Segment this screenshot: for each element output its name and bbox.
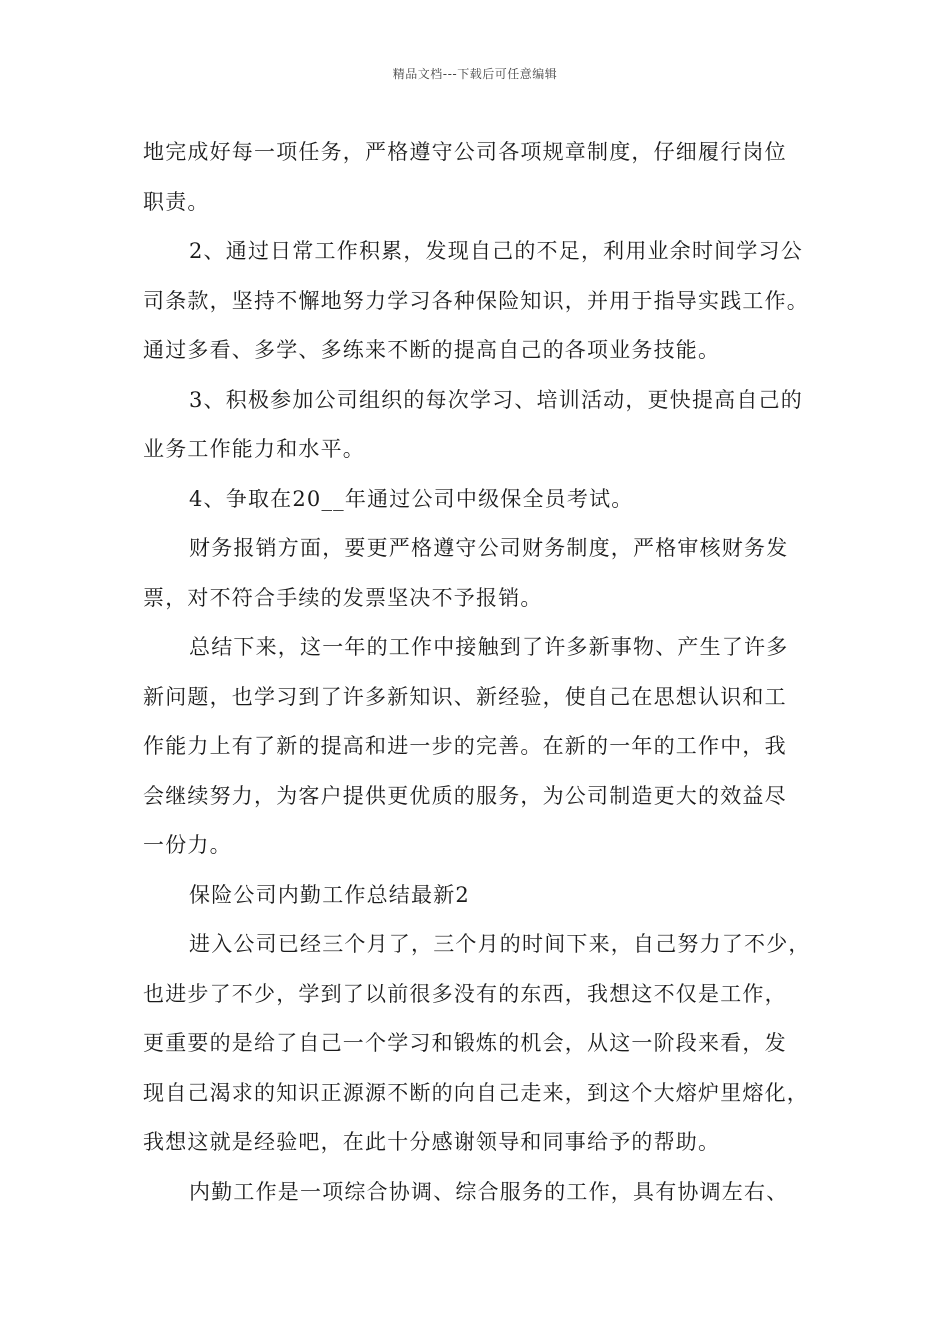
text-line: 4、争取在20__年通过公司中级保全员考试。 <box>189 486 634 511</box>
text-line: 作能力上有了新的提高和进一步的完善。在新的一年的工作中，我 <box>143 734 787 758</box>
text-line: 我想这就是经验吧，在此十分感谢领导和同事给予的帮助。 <box>143 1130 721 1154</box>
text-line: 2、通过日常工作积累，发现自己的不足，利用业余时间学习公 <box>189 239 803 263</box>
page-header: 精品文档---下载后可任意编辑 <box>392 67 558 81</box>
text-line: 一份力。 <box>143 833 232 857</box>
text-line: 司条款，坚持不懈地努力学习各种保险知识，并用于指导实践工作。 <box>143 288 809 313</box>
section-title: 保险公司内勤工作总结最新2 <box>189 882 470 907</box>
text-line: 进入公司已经三个月了，三个月的时间下来，自己努力了不少， <box>189 932 811 956</box>
text-line: 3、积极参加公司组织的每次学习、培训活动，更快提高自己的 <box>189 387 803 412</box>
text-line: 地完成好每一项任务，严格遵守公司各项规章制度，仔细履行岗位 <box>143 140 787 164</box>
text-line: 会继续努力，为客户提供更优质的服务，为公司制造更大的效益尽 <box>143 783 787 808</box>
document-body <box>143 128 815 1217</box>
text-line: 票，对不符合手续的发票坚决不予报销。 <box>143 585 543 610</box>
text-line: 现自己渴求的知识正源源不断的向自己走来，到这个大熔炉里熔化， <box>143 1080 809 1105</box>
text-line: 通过多看、多学、多练来不断的提高自己的各项业务技能。 <box>143 338 721 362</box>
text-line: 更重要的是给了自己一个学习和锻炼的机会，从这一阶段来看，发 <box>143 1031 787 1055</box>
text-line: 职责。 <box>143 189 210 214</box>
text-line: 内勤工作是一项综合协调、综合服务的工作，具有协调左右、 <box>189 1179 789 1204</box>
text-line: 总结下来，这一年的工作中接触到了许多新事物、产生了许多 <box>189 635 789 659</box>
text-line: 业务工作能力和水平。 <box>143 437 365 461</box>
text-line: 财务报销方面，要更严格遵守公司财务制度，严格审核财务发 <box>189 536 789 560</box>
text-line: 新问题，也学习到了许多新知识、新经验，使自己在思想认识和工 <box>143 684 787 709</box>
text-line: 也进步了不少，学到了以前很多没有的东西，我想这不仅是工作， <box>143 981 787 1006</box>
